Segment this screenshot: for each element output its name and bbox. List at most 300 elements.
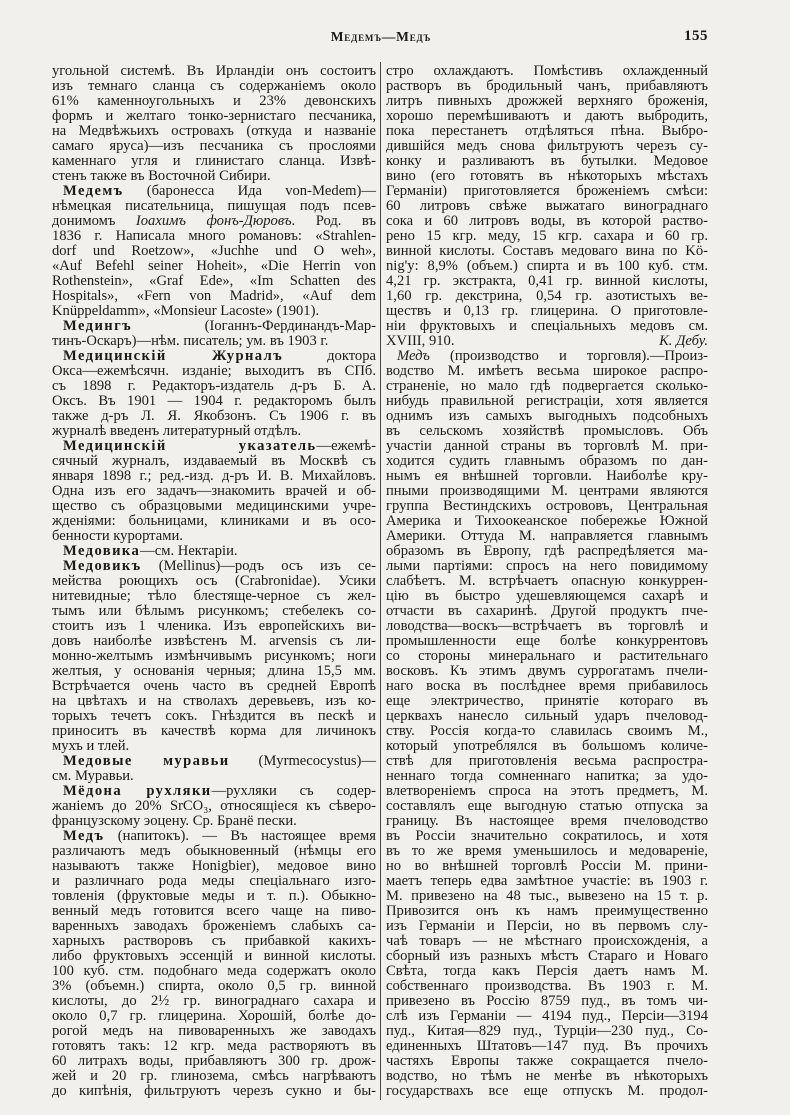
text-run: который употреблялся въ большомъ количе- bbox=[386, 738, 708, 754]
text-line bbox=[52, 469, 376, 484]
text-run: —см. Нектаріи. bbox=[140, 543, 238, 559]
text-run: слабѣетъ. М. встрѣчаетъ опасную конкуррен- bbox=[386, 573, 708, 589]
text-line bbox=[386, 574, 708, 589]
text-line bbox=[52, 784, 376, 799]
text-line bbox=[386, 379, 708, 394]
text-run: ловодства—воскъ—встрѣчаетъ въ торговлѣ и bbox=[386, 618, 708, 634]
text-run: мейства роющихъ осъ (Crabronidae). Усики bbox=[52, 573, 376, 589]
text-run: водство М. имѣетъ весьма широкое распро- bbox=[386, 363, 708, 379]
text-line bbox=[52, 829, 376, 844]
text-run: участіи данной страны въ торговлѣ М. при- bbox=[386, 438, 708, 454]
signature: К. Дебу. bbox=[659, 333, 708, 349]
text-line bbox=[386, 769, 708, 784]
text-run: донимомъ bbox=[52, 213, 136, 229]
text-line bbox=[52, 169, 376, 184]
text-run: цію въ быстро удешевляющемся сахарѣ и bbox=[386, 588, 708, 604]
text-line bbox=[386, 1039, 708, 1054]
text-line bbox=[52, 154, 376, 169]
text-line bbox=[386, 709, 708, 724]
text-line bbox=[386, 199, 708, 214]
text-line bbox=[386, 304, 708, 319]
text-line bbox=[386, 514, 708, 529]
text-line bbox=[52, 709, 376, 724]
text-run: жей и 20 гр. глинозема, смѣсь нагрѣваютъ bbox=[52, 1068, 376, 1084]
text-line bbox=[52, 259, 376, 274]
text-line bbox=[52, 499, 376, 514]
text-line bbox=[386, 259, 708, 274]
text-line bbox=[52, 94, 376, 109]
text-line bbox=[52, 139, 376, 154]
text-line bbox=[386, 934, 708, 949]
text-line bbox=[52, 739, 376, 754]
article-entry bbox=[52, 319, 376, 349]
article-entry bbox=[52, 559, 376, 754]
text-line bbox=[52, 964, 376, 979]
text-line bbox=[386, 634, 708, 649]
text-line bbox=[386, 109, 708, 124]
text-run: 61% каменноугольныхъ и 23% девонскихъ bbox=[52, 93, 376, 109]
text-run: Окса—ежемѣсячн. изданіе; выходитъ въ СПб. bbox=[52, 363, 376, 379]
text-line bbox=[52, 574, 376, 589]
text-line bbox=[52, 349, 376, 364]
text-run: харныхъ растворовъ съ прибавкой какихъ- bbox=[52, 933, 376, 949]
text-line bbox=[386, 589, 708, 604]
text-line bbox=[52, 619, 376, 634]
text-line bbox=[52, 379, 376, 394]
text-run: Knüppeldamm», «Monsieur Lacoste» (1901). bbox=[52, 303, 320, 319]
text-run: сборный изъ разныхъ мѣстъ Стараго и Новаго bbox=[386, 948, 708, 964]
text-line bbox=[52, 184, 376, 199]
text-run: Hospitals», «Fern von Madrid», «Auf dem bbox=[52, 288, 376, 304]
text-run: литръ пивныхъ дрожжей верхняго броженія, bbox=[386, 93, 708, 109]
text-line bbox=[52, 394, 376, 409]
text-line bbox=[52, 529, 376, 544]
text-run: 1836 г. Написала много романовъ: «Strahlen- bbox=[52, 228, 376, 244]
text-line bbox=[386, 1009, 708, 1024]
text-run: государствахъ все еще отпускъ М. продол- bbox=[386, 1083, 708, 1099]
text-run: варенныхъ заводахъ броженіемъ слабыхъ са- bbox=[52, 918, 376, 934]
text-line bbox=[386, 184, 708, 199]
text-line bbox=[386, 694, 708, 709]
text-run: однимъ изъ самыхъ выгодныхъ подсобныхъ bbox=[386, 408, 708, 424]
text-line bbox=[386, 499, 708, 514]
headword: Медовикъ bbox=[63, 558, 142, 574]
text-line bbox=[386, 919, 708, 934]
text-line bbox=[52, 274, 376, 289]
text-run: лыми партіями: спросъ на него повидимому bbox=[386, 558, 708, 574]
text-run: маетъ теперь едва замѣтное участіе: въ 1903 г. bbox=[386, 873, 708, 889]
text-line bbox=[386, 289, 708, 304]
text-line bbox=[386, 754, 708, 769]
text-run: января 1898 г.; ред.-изд. д-ръ И. В. Михайловъ. bbox=[52, 468, 376, 484]
text-line bbox=[52, 484, 376, 499]
text-run: (Myrmecocystus)— bbox=[229, 753, 376, 769]
text-run: . Род. въ bbox=[291, 213, 376, 229]
text-run: сячный журналъ, издаваемый въ Москвѣ съ bbox=[52, 453, 376, 469]
text-run: наго воска въ послѣднее время прибавилось bbox=[386, 678, 708, 694]
text-run: желтыя, у основанія черныя; длина 15,5 мм. bbox=[52, 663, 376, 679]
text-run: nig'y: 8,9% (объем.) спирта и въ 100 куб. стм. bbox=[386, 258, 708, 274]
text-run: изъ Германіи и Персіи, но въ первомъ слу- bbox=[386, 918, 708, 934]
text-run: см. Муравьи. bbox=[52, 768, 134, 784]
text-run: сока и 60 литровъ воды, въ которой раство- bbox=[386, 213, 708, 229]
text-run: тымъ или бѣлымъ рисункомъ; стебелекъ со- bbox=[52, 603, 376, 619]
text-line bbox=[386, 544, 708, 559]
text-line bbox=[386, 739, 708, 754]
text-run: (производство и торговля).—Произ- bbox=[429, 348, 708, 364]
text-run: Одна изъ его задачъ—знакомить врачей и об- bbox=[52, 483, 376, 499]
text-line bbox=[386, 79, 708, 94]
text-run: единенныхъ Штатовъ—147 пуд. Въ прочихъ bbox=[386, 1038, 708, 1054]
text-run: Свѣта, тогда какъ Персія даетъ намъ М. bbox=[386, 963, 708, 979]
text-line bbox=[52, 1084, 376, 1099]
text-run: Америки. Оттуда М. направляется главнымъ bbox=[386, 528, 708, 544]
text-line bbox=[386, 244, 708, 259]
text-run: слѣ изъ Германіи — 4194 пуд., Персіи—3194 bbox=[386, 1008, 708, 1024]
text-line bbox=[386, 1024, 708, 1039]
text-run: еще электричество, принятіе котораго въ bbox=[386, 693, 708, 709]
text-line bbox=[52, 454, 376, 469]
text-line bbox=[386, 799, 708, 814]
text-line bbox=[386, 1084, 708, 1099]
text-run: группа Вестиндскихъ острововъ, Центральная bbox=[386, 498, 708, 514]
text-run: 3% (объемн.) спирта, около 0,5 гр. винной bbox=[52, 978, 376, 994]
article-entry bbox=[52, 754, 376, 784]
text-line bbox=[52, 694, 376, 709]
text-run: (напитокъ). — Въ настоящее время bbox=[104, 828, 376, 844]
text-line bbox=[386, 964, 708, 979]
text-run: и различнаго рода меды спеціальнаго изго- bbox=[52, 873, 376, 889]
text-line bbox=[386, 829, 708, 844]
text-run: собственнаго производства. Въ 1903 г. М. bbox=[386, 978, 708, 994]
text-line bbox=[52, 304, 376, 319]
text-line bbox=[52, 409, 376, 424]
text-run: промышленности еще болѣе конкуррентовъ bbox=[386, 633, 708, 649]
text-line bbox=[386, 364, 708, 379]
text-run: хорошо перемѣшиваютъ и даютъ выбродить, bbox=[386, 108, 708, 124]
text-run: XVIII, 910. bbox=[386, 333, 455, 349]
text-run: тинъ-Оскаръ)—нѣм. писатель; ум. въ 1903 г. bbox=[52, 333, 329, 349]
article-entry bbox=[52, 64, 376, 184]
text-line bbox=[52, 724, 376, 739]
text-line bbox=[52, 949, 376, 964]
text-run: образомъ въ Европу, гдѣ распредѣляется ма- bbox=[386, 543, 708, 559]
text-line bbox=[52, 64, 376, 79]
text-line bbox=[52, 1024, 376, 1039]
text-line bbox=[386, 1054, 708, 1069]
text-run: также д-ръ Л. Я. Якобзонъ. Съ 1906 г. въ bbox=[52, 408, 376, 424]
text-line bbox=[52, 244, 376, 259]
text-run: рогой медъ на пивоваренныхъ же заводахъ bbox=[52, 1023, 376, 1039]
headword: Медовика bbox=[63, 543, 141, 559]
text-line bbox=[386, 349, 708, 364]
text-run: Оксъ. Въ 1901 — 1904 г. редакторомъ былъ bbox=[52, 393, 376, 409]
text-run: ству. Россія когда-то славилась своимъ М., bbox=[386, 723, 708, 739]
text-run: около 0,7 гр. глицерина. Хорошій, болѣе до- bbox=[52, 1008, 376, 1024]
text-run: но во внѣшней торговлѣ Россіи М. прини- bbox=[386, 858, 708, 874]
article-entry bbox=[52, 784, 376, 829]
text-line bbox=[386, 274, 708, 289]
headword: Медовые муравьи bbox=[63, 753, 230, 769]
text-line bbox=[386, 604, 708, 619]
text-line bbox=[386, 724, 708, 739]
text-line bbox=[52, 814, 376, 829]
text-line bbox=[52, 649, 376, 664]
italic-run: Іоахимъ фонъ-Дюровъ bbox=[135, 213, 292, 229]
article-entry bbox=[52, 184, 376, 319]
text-run: доктора bbox=[283, 348, 376, 364]
text-line bbox=[52, 904, 376, 919]
text-run: ніи фруктовыхъ и спеціальныхъ медовъ см. bbox=[386, 318, 708, 334]
text-line bbox=[52, 1009, 376, 1024]
text-run: dorf und Roetzow», «Juchhe und O weh», bbox=[52, 243, 376, 259]
text-run: готовятъ такъ: 12 кгр. меда растворяютъ въ bbox=[52, 1038, 376, 1054]
text-run: составлялъ еще выгодную статью отпуска за bbox=[386, 798, 708, 814]
text-line bbox=[386, 169, 708, 184]
text-run: щество съ образцовыми медицинскими учре- bbox=[52, 498, 376, 514]
text-line bbox=[386, 439, 708, 454]
headword: Медемъ bbox=[63, 183, 124, 199]
text-run: М. привезено на 48 тыс., вывезено на 15 т. р. bbox=[386, 888, 708, 904]
text-line bbox=[386, 409, 708, 424]
text-line bbox=[52, 559, 376, 574]
text-line bbox=[52, 109, 376, 124]
text-line bbox=[386, 214, 708, 229]
text-run: пока перестанетъ отдѣляться пѣна. Выбро- bbox=[386, 123, 708, 139]
page-number: 155 bbox=[684, 28, 708, 44]
text-run: самаго яруса)—изъ песчаника съ прослоями bbox=[52, 138, 376, 154]
text-run: изъ темнаго сланца съ содержаніемъ около bbox=[52, 78, 376, 94]
text-line bbox=[52, 214, 376, 229]
text-line bbox=[386, 1069, 708, 1084]
text-run: кислоты, до 2½ гр. винограднаго сахара и bbox=[52, 993, 376, 1009]
text-line bbox=[386, 649, 708, 664]
text-line bbox=[52, 424, 376, 439]
text-line bbox=[52, 319, 376, 334]
text-run: пными производящими М. центрами являются bbox=[386, 483, 708, 499]
text-run: частяхъ Европы также сокращается пчело- bbox=[386, 1053, 708, 1069]
text-line bbox=[52, 994, 376, 1009]
text-run: на Медвѣжьихъ островахъ (откуда и названіе bbox=[52, 123, 376, 139]
text-run: журналѣ введенъ литературный отдѣлъ. bbox=[52, 423, 302, 439]
text-run: влетвореніемъ спроса на этотъ предметъ, М. bbox=[386, 783, 708, 799]
text-run: —рухляки съ содер- bbox=[211, 783, 376, 799]
text-run: Встрѣчается очень часто въ средней Европѣ bbox=[52, 678, 376, 694]
text-run: 4,21 гр. экстракта, 0,41 гр. винной кислоты, bbox=[386, 273, 708, 289]
text-run: угольной системѣ. Въ Ирландіи онъ состоитъ bbox=[52, 63, 376, 79]
text-line bbox=[52, 199, 376, 214]
text-line bbox=[52, 229, 376, 244]
text-run: до кипѣнія, фильтруютъ черезъ сукно и бы- bbox=[52, 1083, 376, 1099]
headword: Медицинскій Журналъ bbox=[63, 348, 284, 364]
text-run: со стороны минеральнаго и растительнаго bbox=[386, 648, 708, 664]
text-run: (Іоганнъ-Фердинандъ-Мар- bbox=[132, 318, 376, 334]
text-line bbox=[386, 559, 708, 574]
text-run: Америка и Тихоокеанское побережье Южной bbox=[386, 513, 708, 529]
italic-run: Медъ bbox=[397, 348, 430, 364]
text-run: винной кислоты. Составъ медоваго вина по Kö- bbox=[386, 243, 708, 259]
text-line bbox=[52, 1069, 376, 1084]
text-line bbox=[386, 469, 708, 484]
text-run: рено 15 кгр. меду, 15 кгр. сахара и 60 гр. bbox=[386, 228, 708, 244]
text-run: въ сельскомъ хозяйствѣ промысловъ. Объ bbox=[386, 423, 708, 439]
text-run: либо фруктовыхъ эссенцій и винной кислоты. bbox=[52, 948, 376, 964]
text-line bbox=[386, 859, 708, 874]
text-line bbox=[386, 889, 708, 904]
text-line bbox=[386, 334, 708, 349]
text-run: Rothenstein», «Graf Ede», «Im Schatten des bbox=[52, 273, 376, 289]
text-line bbox=[52, 889, 376, 904]
text-line bbox=[52, 934, 376, 949]
text-run: границу. Въ настоящее время пчеловодство bbox=[386, 813, 708, 829]
text-run: пуд., Китая—829 пуд., Турціи—230 пуд., Со- bbox=[386, 1023, 708, 1039]
text-line bbox=[386, 454, 708, 469]
text-line bbox=[386, 124, 708, 139]
text-run: бенности курортами. bbox=[52, 528, 183, 544]
article-entry bbox=[52, 349, 376, 439]
text-line bbox=[52, 844, 376, 859]
text-line bbox=[52, 364, 376, 379]
text-run: —ежемѣ- bbox=[316, 438, 376, 454]
text-line bbox=[386, 784, 708, 799]
text-line bbox=[52, 439, 376, 454]
text-line bbox=[52, 769, 376, 784]
text-run: стро охлаждаютъ. Помѣстивъ охлажденный bbox=[386, 63, 708, 79]
text-line bbox=[52, 544, 376, 559]
text-run: ществъ и 0,13 гр. глицерина. О приготовле- bbox=[386, 303, 708, 319]
text-run: (баронесса Ида von-Medem)— bbox=[123, 183, 376, 199]
text-run: 60 литровъ свѣже выжатаго винограднаго bbox=[386, 198, 708, 214]
text-run: страненіе, но мало гдѣ подвергается сколько- bbox=[386, 378, 708, 394]
headword: Мёдона рухляки bbox=[63, 783, 212, 799]
text-line bbox=[386, 949, 708, 964]
text-line bbox=[386, 979, 708, 994]
text-run: «Auf Befehl seiner Hoheit», «Die Herrin von bbox=[52, 258, 376, 274]
text-line bbox=[52, 604, 376, 619]
text-run: приноситъ въ качествѣ корма для личинокъ bbox=[52, 723, 376, 739]
text-run: нымъ ея внѣшней торговли. Наиболѣе кру- bbox=[386, 468, 708, 484]
text-line bbox=[52, 514, 376, 529]
text-line bbox=[386, 994, 708, 1009]
text-run: торыхъ течетъ сокъ. Гнѣздится въ пескѣ и bbox=[52, 708, 376, 724]
left-column bbox=[52, 64, 376, 1099]
text-run: французскому эоцену. Ср. Бранё пески. bbox=[52, 813, 297, 829]
running-head: Медемъ—Медъ bbox=[330, 29, 432, 44]
text-run: 1,60 гр. декстрина, 0,54 гр. азотистыхъ ве- bbox=[386, 288, 708, 304]
text-run: въ Россіи значительно сократилось, и хотя bbox=[386, 828, 708, 844]
text-run: нибудь правильной регистраціи, хотя является bbox=[386, 393, 708, 409]
article-entry bbox=[386, 349, 708, 1099]
text-line bbox=[52, 289, 376, 304]
text-run: отчасти въ сахаринѣ. Другой продуктъ пче- bbox=[386, 603, 708, 619]
text-line bbox=[52, 979, 376, 994]
text-run: жденіями: больницами, клиниками и въ осо- bbox=[52, 513, 376, 529]
text-run: восковъ. Къ этимъ двумъ суррогатамъ пчели- bbox=[386, 663, 708, 679]
text-line bbox=[386, 904, 708, 919]
text-line bbox=[386, 394, 708, 409]
headword: Медингъ bbox=[63, 318, 133, 334]
text-run: довъ наиболѣе извѣстенъ M. arvensis съ ли- bbox=[52, 633, 376, 649]
text-line bbox=[386, 64, 708, 79]
text-run: привезено въ Россію 8759 пуд., въ томъ чи- bbox=[386, 993, 708, 1009]
text-line bbox=[52, 859, 376, 874]
article-entry bbox=[386, 64, 708, 349]
text-run: монно-желтымъ измѣнчивымъ рисункомъ; ноги bbox=[52, 648, 376, 664]
text-run: конку и разливаютъ въ бутылки. Медовое bbox=[386, 153, 708, 169]
text-run: неннаго тогда сомненнаго напитка; за удо- bbox=[386, 768, 708, 784]
text-line bbox=[386, 679, 708, 694]
text-run: растворъ въ бродильный чанъ, прибавляютъ bbox=[386, 78, 708, 94]
text-line bbox=[386, 529, 708, 544]
text-line bbox=[386, 664, 708, 679]
text-run: съ 1898 г. Редакторъ-издатель д-ръ Б. А. bbox=[52, 378, 376, 394]
text-line bbox=[52, 1054, 376, 1069]
right-column bbox=[386, 64, 708, 1099]
text-line bbox=[386, 319, 708, 334]
text-line bbox=[52, 79, 376, 94]
text-line bbox=[386, 424, 708, 439]
text-run: въ то же время уменьшилось и медовареніе, bbox=[386, 843, 708, 859]
text-run: дившійся медъ снова фильтруютъ черезъ су- bbox=[386, 138, 708, 154]
text-run: (Mellinus)—родъ осъ изъ се- bbox=[141, 558, 376, 574]
text-line bbox=[52, 679, 376, 694]
text-run: жаніемъ до 20% SrCO₃, относящіеся къ сѣверо- bbox=[52, 798, 376, 814]
text-line bbox=[386, 619, 708, 634]
text-run: стенъ также въ Восточной Сибири. bbox=[52, 168, 271, 184]
text-line bbox=[52, 664, 376, 679]
text-run: церквахъ нанесло сильный ударъ пчеловод- bbox=[386, 708, 708, 724]
text-line bbox=[52, 754, 376, 769]
text-line bbox=[386, 484, 708, 499]
text-run: каменнаго угля и глинистаго сланца. Извѣ- bbox=[52, 153, 376, 169]
text-run: Германіи) приготовляется броженіемъ смѣси: bbox=[386, 183, 708, 199]
text-run: формъ и желтаго тонко-зернистаго песчаника, bbox=[52, 108, 376, 124]
text-run: нѣмецкая писательница, пишущая подъ псев- bbox=[52, 198, 376, 214]
text-run: 100 куб. стм. подобнаго меда содержатъ около bbox=[52, 963, 376, 979]
article-entry bbox=[52, 439, 376, 544]
text-run: товленія (фруктовые меды и т. п.). Обыкно- bbox=[52, 888, 376, 904]
text-line bbox=[52, 919, 376, 934]
text-line bbox=[386, 844, 708, 859]
headword: Медъ bbox=[63, 828, 105, 844]
text-line bbox=[386, 229, 708, 244]
text-run: на цвѣтахъ и на стволахъ деревьевъ, изъ ко- bbox=[52, 693, 376, 709]
text-line bbox=[52, 589, 376, 604]
text-run: венный медъ готовится всего чаще на пиво- bbox=[52, 903, 376, 919]
text-line bbox=[386, 874, 708, 889]
text-line bbox=[52, 334, 376, 349]
headword: Медицинскій указатель bbox=[63, 438, 317, 454]
text-line bbox=[386, 139, 708, 154]
text-line bbox=[52, 1039, 376, 1054]
text-line bbox=[52, 874, 376, 889]
text-run: нитевидные; тѣло блестяще-черное съ жел- bbox=[52, 588, 376, 604]
column-rule bbox=[380, 62, 381, 1100]
text-line bbox=[386, 814, 708, 829]
text-run: вино (его готовятъ въ нѣкоторыхъ мѣстахъ bbox=[386, 168, 708, 184]
article-entry bbox=[52, 829, 376, 1099]
text-run: стоитъ изъ 1 членика. Изъ европейскихъ ви- bbox=[52, 618, 376, 634]
text-run: 60 литрахъ воды, прибавляютъ 300 гр. дрож- bbox=[52, 1053, 376, 1069]
text-run: чаѣ товаръ — не мѣстнаго происхожденія, а bbox=[386, 933, 708, 949]
text-line bbox=[386, 94, 708, 109]
text-run: ходится судить главнымъ образомъ по дан- bbox=[386, 453, 708, 469]
text-run: различаютъ медъ обыкновенный (нѣмцы его bbox=[52, 843, 376, 859]
text-run: ствѣ для приготовленія весьма распростра- bbox=[386, 753, 708, 769]
text-run: водство, но тѣмъ не менѣе въ нѣкоторыхъ bbox=[386, 1068, 708, 1084]
text-line bbox=[52, 124, 376, 139]
text-run: мухъ и тлей. bbox=[52, 738, 130, 754]
